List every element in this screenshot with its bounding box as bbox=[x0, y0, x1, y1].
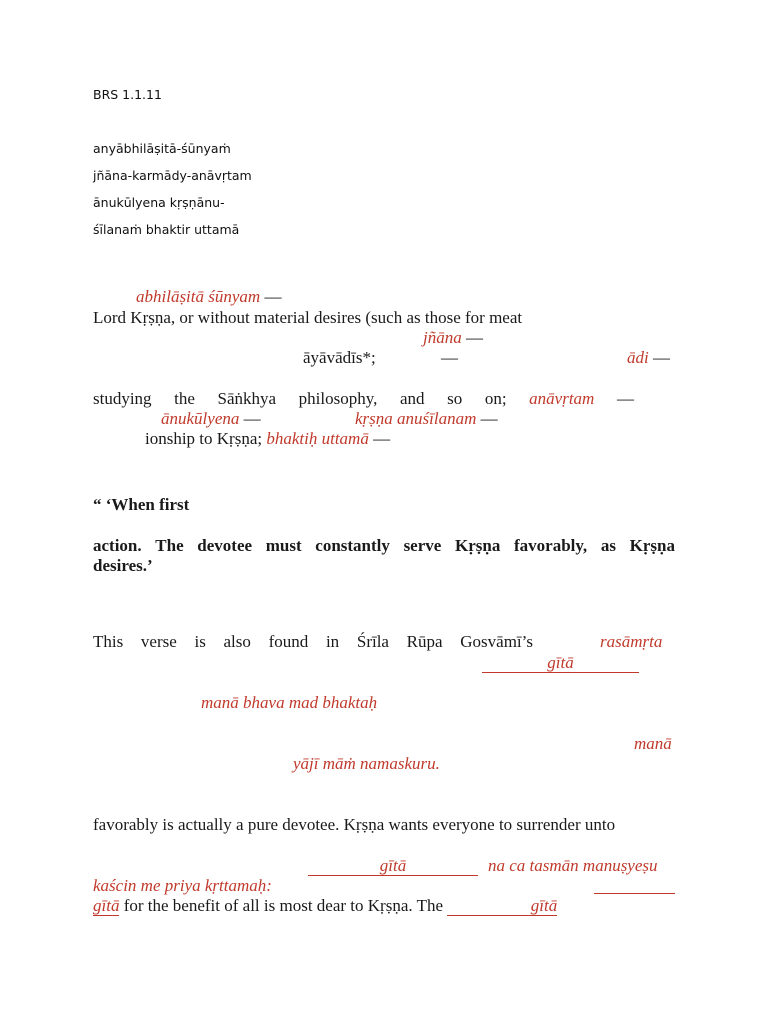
translation-line-3: desires.’ bbox=[93, 556, 153, 575]
word: verse bbox=[140, 632, 177, 651]
verse-reference: BRS 1.1.11 bbox=[93, 87, 162, 102]
purport-benefit-line bbox=[93, 897, 557, 916]
purport-favorably: favorably is actually a pure devotee. Kṛṣṇa wants everyone to surrender unto bbox=[93, 815, 616, 834]
word: Rūpa bbox=[406, 632, 443, 651]
gita-reference-1 bbox=[482, 654, 639, 673]
word: Gosvāmī’s bbox=[460, 632, 533, 651]
word: in bbox=[325, 632, 340, 651]
synonym-abhilasita-term: abhilāṣitā śūnyam bbox=[136, 287, 261, 306]
translation-line-1: “ ‘When first bbox=[93, 495, 190, 514]
verse-line-1: anyābhilāṣitā-śūnyaṁ bbox=[93, 141, 231, 156]
gita-reference-2 bbox=[308, 857, 478, 876]
gita-underline bbox=[447, 897, 557, 916]
gita-underline bbox=[308, 857, 478, 876]
synonym-anukulyena bbox=[161, 410, 261, 427]
word: the bbox=[174, 389, 195, 408]
synonym-dash: — bbox=[243, 409, 261, 428]
synonym-jnana-term: jñāna bbox=[423, 328, 462, 347]
verse-line-2: jñāna-karmādy-anāvṛtam bbox=[93, 168, 252, 183]
word: is bbox=[194, 632, 206, 651]
word: as bbox=[600, 536, 616, 555]
synonym-anukulyena-term: ānukūlyena bbox=[161, 409, 240, 428]
synonym-dash: — bbox=[465, 328, 483, 347]
purport-mana-bhava: manā bhava mad bhaktaḥ bbox=[201, 693, 378, 712]
synonym-dash: — bbox=[373, 429, 391, 448]
verse-line-3: ānukūlyena kṛṣṇānu- bbox=[93, 195, 225, 210]
synonym-anavrtam-term: anāvṛtam bbox=[529, 389, 595, 408]
word: also bbox=[223, 632, 251, 651]
synonym-line-2: Lord Kṛṣṇa, or without material desires (such as those for meat bbox=[93, 308, 523, 327]
word: favorably, bbox=[513, 536, 588, 555]
gita-term: gītā bbox=[547, 653, 574, 672]
synonym-abhilasita bbox=[136, 288, 281, 305]
word: studying bbox=[93, 389, 152, 408]
synonym-krsna-anusilanam bbox=[355, 410, 498, 427]
word: serve bbox=[403, 536, 442, 555]
word: on; bbox=[484, 389, 507, 408]
word: The bbox=[155, 536, 184, 555]
word: constantly bbox=[315, 536, 390, 555]
word: Kṛṣṇa bbox=[629, 536, 675, 555]
purport-na-ca: na ca tasmān manuṣyeṣu bbox=[488, 856, 658, 875]
word: Sāṅkhya bbox=[217, 389, 277, 408]
gita-underline bbox=[482, 654, 639, 673]
verse-line-4: śīlanaṁ bhaktir uttamā bbox=[93, 222, 240, 237]
synonym-dash: — bbox=[264, 287, 282, 306]
word: devotee bbox=[197, 536, 253, 555]
synonym-dash: — bbox=[616, 389, 634, 408]
purport-mana: manā bbox=[634, 734, 672, 753]
gita-term: gītā bbox=[530, 896, 558, 915]
word: found bbox=[268, 632, 309, 651]
synonym-ayavadis: āyāvādīs*; bbox=[303, 348, 376, 367]
purport-line-1 bbox=[93, 633, 533, 650]
word: so bbox=[447, 389, 463, 408]
synonym-bhaktih-term: bhaktiḥ uttamā bbox=[266, 429, 369, 448]
synonym-dash-mid: — bbox=[441, 348, 458, 367]
underline-blank bbox=[594, 893, 675, 894]
word: This bbox=[93, 632, 124, 651]
purport-kascin: kaścin me priya kṛttamaḥ: bbox=[93, 876, 272, 895]
synonym-adi bbox=[627, 349, 670, 366]
word: Śrīla bbox=[356, 632, 389, 651]
word: action. bbox=[93, 536, 142, 555]
synonym-krsna-anusilanam-term: kṛṣṇa anuśīlanam bbox=[355, 409, 477, 428]
word: must bbox=[265, 536, 302, 555]
synonym-ionship-text: ionship to Kṛṣṇa; bbox=[145, 429, 263, 448]
word: philosophy, bbox=[298, 389, 378, 408]
purport-yaji: yājī māṁ namaskuru. bbox=[293, 754, 440, 773]
synonym-dash: — bbox=[652, 348, 670, 367]
word: Kṛṣṇa bbox=[454, 536, 501, 555]
translation-line-2 bbox=[93, 537, 675, 554]
synonym-studying-line bbox=[93, 390, 634, 407]
synonym-dash: — bbox=[480, 409, 498, 428]
gita-term-underlined: gītā bbox=[93, 896, 120, 915]
word: and bbox=[399, 389, 425, 408]
gita-term: gītā bbox=[379, 856, 407, 875]
purport-benefit-text: for the benefit of all is most dear to Kṛṣṇa. The bbox=[123, 896, 443, 915]
synonym-jnana bbox=[423, 329, 483, 346]
purport-rasamrta: rasāmṛta bbox=[600, 632, 663, 651]
synonym-adi-term: ādi bbox=[627, 348, 649, 367]
synonym-ionship bbox=[145, 430, 390, 447]
